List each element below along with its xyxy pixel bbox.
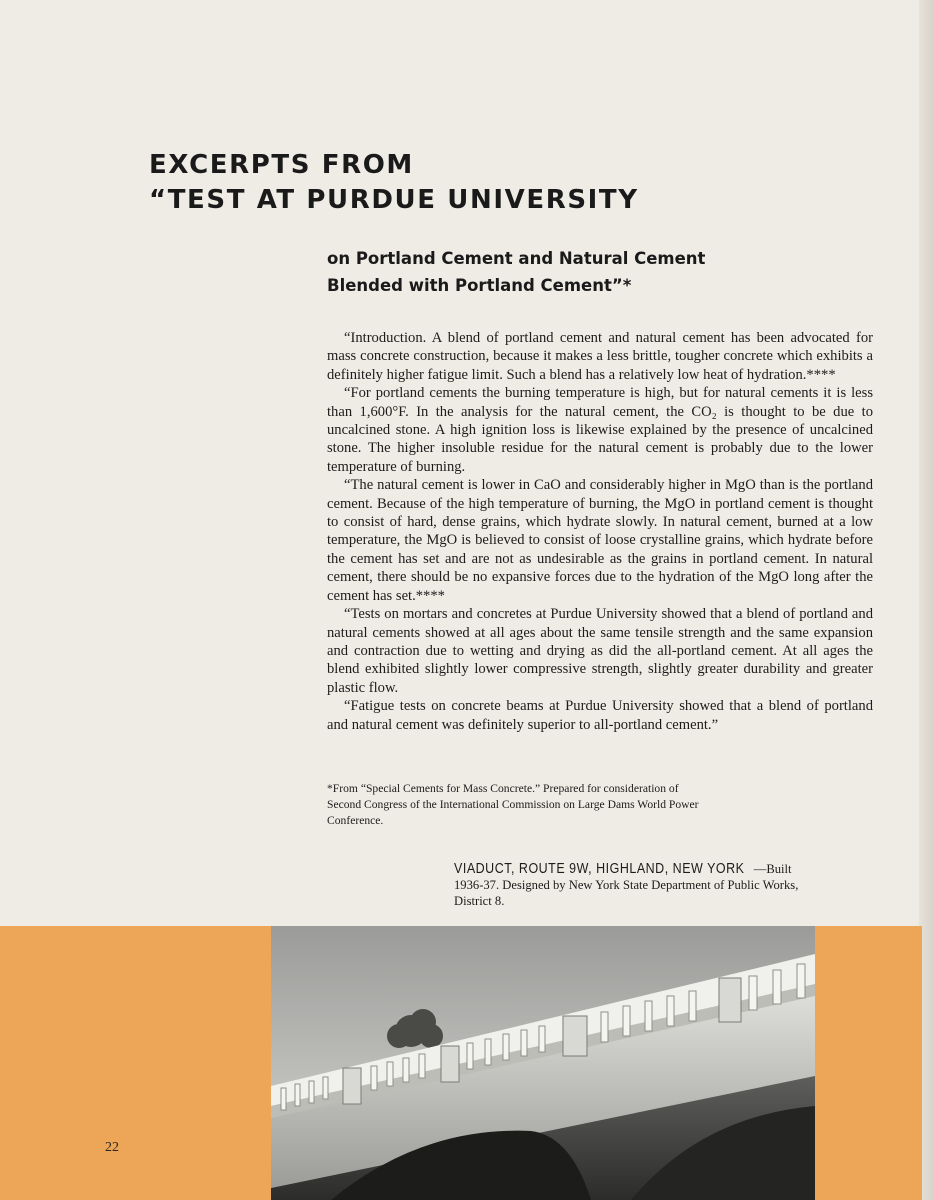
caption-heading: VIADUCT, ROUTE 9W, HIGHLAND, NEW YORK (454, 861, 745, 877)
article-body (327, 329, 873, 734)
title-line-1: EXCERPTS FROM (149, 150, 414, 180)
footnote: *From “Special Cements for Mass Concrete.” Prepared for consideration of Second Congress of the International Commission on Large Dams World Power Conference. (327, 782, 699, 827)
page-number: 22 (105, 1140, 119, 1155)
paragraph-fatigue-tests: “Fatigue tests on concrete beams at Purdue University showed that a blend of portland and natural cement was definitely superior to all-portland cement.” (327, 698, 873, 733)
paragraph-burning-temperature: “For portland cements the burning temperature is high, but for natural cements it is less than 1,600°F. In the analysis for the natural cement, the CO₂ is thought to be due to uncalcined stone. A high ignition loss is likewise explained by the presence of uncalcined stone. The higher insoluble residue for the natural cement is probably due to the lower temperature of burning. (327, 385, 873, 475)
page-title (149, 148, 639, 218)
photo-caption (454, 861, 818, 909)
subtitle-line-2: Blended with Portland Cement”* (327, 276, 632, 295)
viaduct-photo (271, 926, 815, 1200)
title-line-2: “TEST AT PURDUE UNIVERSITY (149, 185, 639, 215)
paragraph-mgo-content: “The natural cement is lower in CaO and considerably higher in MgO than is the portland cement. Because of the high temperature of burning, the MgO in portland cement is thought to consist of hard, dense grains, which hydrate slowly. In natural cement, burned at a low temperature, the MgO is believed to consist of loose crystalline grains, which hydrate before the cement has set and are not as undesirable as the grains in portland cement. In natural cement, there should be no expansive forces due to the hydration of the MgO long after the cement has set.**** (327, 477, 873, 604)
paragraph-introduction: “Introduction. A blend of portland cement and natural cement has been advocated for mass concrete construction, because it makes a less brittle, tougher concrete which exhibits a definitely higher fatigue limit. Such a blend has a relatively low heat of hydration.**** (327, 330, 873, 383)
paragraph-mortar-tests: “Tests on mortars and concretes at Purdue University showed that a blend of portland and natural cements showed at all ages about the same tensile strength and the same expansion and contraction due to wetting and drying as did the all-portland cement. At all ages the blend exhibited slightly lower compressive strength, slightly greater durability and greater plastic flow. (327, 606, 873, 696)
subtitle-line-1: on Portland Cement and Natural Cement (327, 249, 706, 268)
page-subtitle (327, 245, 705, 299)
caption-text: —Built 1936-37. Designed by New York State Department of Public Works, District 8. (454, 862, 799, 908)
